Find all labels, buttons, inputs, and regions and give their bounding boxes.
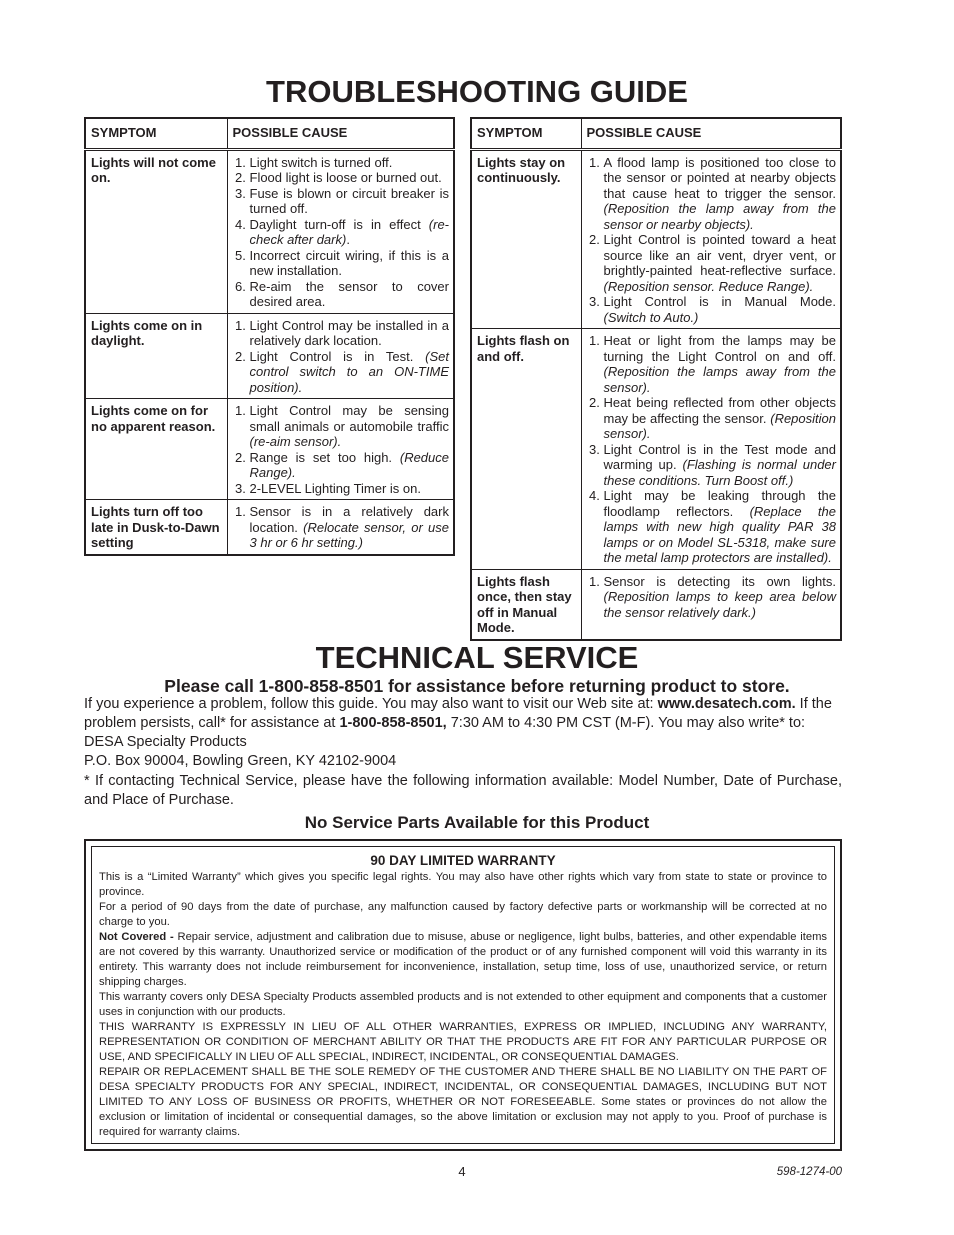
cause-text: Re-aim the sensor to cover desired area. — [249, 278, 449, 309]
cause-item — [250, 481, 450, 497]
cause-list — [587, 333, 837, 566]
cause-item — [250, 450, 450, 481]
cause-list — [233, 504, 450, 551]
cause-list — [587, 574, 837, 621]
cause-list — [233, 155, 450, 310]
cause-text: Light Control may be sensing small animals or automobile traffic — [249, 403, 449, 434]
cause-item — [250, 170, 450, 186]
cause-text: Range is set too high. — [249, 449, 400, 465]
cause-item — [250, 186, 450, 217]
warranty-heading: 90 DAY LIMITED WARRANTY — [370, 853, 556, 868]
troubleshooting-title: TROUBLESHOOTING GUIDE — [266, 74, 688, 109]
warranty-paragraph-1: This is a “Limited Warranty” which gives you specific legal rights. You may also have other rights which vary from state to state or province to province. — [99, 871, 827, 898]
cause-cell — [227, 399, 454, 500]
cause-text: Sensor is detecting its own lights. — [603, 573, 836, 589]
cause-item — [604, 395, 837, 442]
warranty-paragraph-3 — [99, 930, 827, 990]
table-row — [85, 149, 454, 313]
contact-highlight: 1-800-858-8501, — [339, 715, 447, 731]
symptom-cell: Lights turn off too late in Dusk-to-Dawn setting — [85, 500, 227, 555]
cause-text: Heat or light from the lamps may be turning the Light Control on and off. — [603, 333, 836, 364]
cause-remedy: (Reposition sensor. Reduce Range). — [603, 278, 814, 294]
cause-text: Light switch is turned off. — [249, 154, 393, 170]
cause-remedy: (Relocate sensor, or use 3 hr or 6 hr setting.) — [249, 519, 449, 550]
contact-highlight: www.desatech.com. — [657, 696, 796, 712]
cause-item — [250, 318, 450, 349]
table-row — [471, 149, 841, 329]
cause-item — [250, 248, 450, 279]
cause-text: Fuse is blown or circuit breaker is turned off. — [249, 185, 449, 216]
table-row — [85, 500, 454, 555]
cause-cell — [227, 500, 454, 555]
cause-header: POSSIBLE CAUSE — [581, 118, 841, 149]
table-row — [471, 329, 841, 570]
cause-cell — [227, 313, 454, 399]
cause-text: 2-LEVEL Lighting Timer is on. — [249, 480, 421, 496]
address-line-2: P.O. Box 90004, Bowling Green, KY 42102-9004 — [84, 753, 397, 769]
warranty-paragraph-4: This warranty covers only DESA Specialty Products assembled products and is not extended to other equipment and components that a customer uses in conjunction with our products. — [99, 991, 827, 1018]
cause-item — [250, 217, 450, 248]
address-line-1: DESA Specialty Products — [84, 734, 247, 750]
cause-item — [250, 279, 450, 310]
cause-header: POSSIBLE CAUSE — [227, 118, 454, 149]
symptom-cell: Lights flash once, then stay off in Manual Mode. — [471, 569, 581, 640]
cause-remedy: (re-aim sensor). — [249, 434, 342, 449]
symptom-cell: Lights stay on continuously. — [471, 149, 581, 329]
service-paragraph — [84, 695, 842, 733]
cause-cell — [227, 149, 454, 313]
cause-remedy: (Replace the lamps with new high quality PAR 38 lamps or on Model SL-5318, make sure the metal lamp protectors are installed). — [603, 503, 836, 565]
symptom-cell: Lights will not come on. — [85, 149, 227, 313]
cause-remedy: (Reposition sensor). — [603, 410, 836, 441]
service-text: If you experience a problem, follow this guide. You may also want to visit our Web site at: — [84, 696, 658, 712]
cause-item — [604, 442, 837, 489]
cause-remedy: (Reduce Range). — [249, 449, 449, 480]
cause-text: Light Control is in Test. — [249, 348, 426, 364]
cause-text: Light Control is in the Test mode and warming up. — [603, 441, 836, 472]
cause-text: Light Control may be installed in a relatively dark location. — [249, 317, 449, 348]
cause-text: Light Control is in Manual Mode. — [603, 294, 836, 309]
cause-remedy: (Reposition the lamps away from the sensor). — [603, 364, 836, 395]
warranty-paragraph-6: REPAIR OR REPLACEMENT SHALL BE THE SOLE REMEDY OF THE CUSTOMER AND THERE SHALL BE NO LIABILITY ON THE PART OF DESA SPECIALTY PRODUCTS FOR ANY SPECIAL, INDIRECT, INCIDENTAL, OR CONSEQUENTIAL DAMAGES, INCLUDING BUT NOT LIMITED TO ANY LOSS OF BUSINESS OR PROFITS, WHETHER OR NOT FORESEEABLE. Some states or provinces do not allow the exclusion or limitation of incidental or consequential damages, so the above limitation or exclusion may not apply to you. Proof of purchase is required for warranty claims. — [99, 1066, 827, 1138]
no-parts-notice: No Service Parts Available for this Product — [304, 813, 650, 832]
cause-item — [604, 232, 837, 294]
cause-text: Sensor is in a relatively dark location. — [249, 504, 449, 535]
cause-item — [604, 574, 837, 621]
warranty-paragraph-2: For a period of 90 days from the date of purchase, any malfunction caused by factory defective parts or workmanship will be corrected at no charge to you. — [99, 901, 827, 928]
cause-item — [250, 403, 450, 450]
cause-cell — [581, 569, 841, 640]
symptom-cell: Lights come on for no apparent reason. — [85, 399, 227, 500]
cause-remedy: (re-check after dark) — [249, 216, 449, 247]
service-text: 7:30 AM to 4:30 PM CST (M-F). You may also write* to: — [446, 715, 806, 731]
troubleshooting-table-right — [470, 117, 842, 641]
not-covered-label: Not Covered - — [99, 931, 174, 943]
cause-cell — [581, 149, 841, 329]
cause-cell — [581, 329, 841, 570]
cause-list — [233, 403, 450, 496]
cause-item — [604, 333, 837, 395]
cause-remedy: (Set control switch to an ON-TIME position). — [249, 348, 449, 395]
cause-text: A flood lamp is positioned too close to the sensor or pointed at nearby objects that cause heat to trigger the sensor. — [603, 154, 836, 201]
troubleshooting-table-left — [84, 117, 455, 556]
service-text: If the problem persists, call* for assistance at — [84, 696, 832, 731]
cause-remedy: (Reposition the lamp away from the sensor or nearby objects). — [603, 201, 836, 232]
cause-item — [250, 504, 450, 551]
cause-item — [250, 349, 450, 396]
cause-item — [604, 155, 837, 233]
symptom-header: SYMPTOM — [471, 118, 581, 149]
warranty-inner-box — [91, 846, 835, 1144]
cause-text: . — [346, 232, 350, 247]
cause-item — [604, 294, 837, 325]
warranty-box — [84, 839, 842, 1151]
table-row — [471, 569, 841, 640]
cause-text: Light may be leaking through the floodlamp reflectors. — [603, 488, 836, 519]
cause-text: Light Control is pointed toward a heat source like an air vent, dryer vent, or brightly-painted heat-reflective surface. — [603, 232, 836, 278]
cause-remedy: (Flashing is normal under these conditions. Turn Boost off.) — [603, 457, 836, 488]
symptom-header: SYMPTOM — [85, 118, 227, 149]
warranty-paragraph-5: THIS WARRANTY IS EXPRESSLY IN LIEU OF ALL OTHER WARRANTIES, EXPRESS OR IMPLIED, INCLUDING ANY WARRANTY, REPRESENTATION OR CONDITION OF MERCHANT ABILITY OR THAT THE PRODUCTS ARE FIT FOR ANY PARTICULAR PURPOSE OR USE, AND SPECIFICALLY IN LIEU OF ALL SPECIAL, INDIRECT, INCIDENTAL, OR CONSEQUENTIAL DAMAGES. — [99, 1021, 827, 1063]
table-row — [85, 399, 454, 500]
cause-list — [587, 155, 837, 326]
phone-callout: Please call 1-800-858-8501 for assistance before returning product to store. — [164, 676, 790, 696]
symptom-cell: Lights flash on and off. — [471, 329, 581, 570]
technical-service-title: TECHNICAL SERVICE — [315, 640, 639, 675]
cause-remedy: (Switch to Auto.) — [603, 309, 699, 325]
cause-text: Heat being reflected from other objects may be affecting the sensor. — [603, 395, 836, 426]
table-row — [85, 313, 454, 399]
cause-text: Flood light is loose or burned out. — [249, 170, 442, 185]
document-code: 598-1274-00 — [776, 1166, 842, 1178]
page-number: 4 — [458, 1164, 466, 1179]
cause-text: Incorrect circuit wiring, if this is a new installation. — [249, 247, 449, 278]
service-note: * If contacting Technical Service, please have the following information available: Model Number, Date of Purchase, and Place of Purchase. — [84, 773, 842, 808]
cause-item — [250, 155, 450, 171]
cause-text: Daylight turn-off is in effect — [249, 216, 429, 232]
symptom-cell: Lights come on in daylight. — [85, 313, 227, 399]
cause-list — [233, 318, 450, 396]
cause-item — [604, 488, 837, 566]
not-covered-text: Repair service, adjustment and calibration due to misuse, abuse or negligence, light bulbs, batteries, and other expendable items are not covered by this warranty. Unauthorized service or modification of the product or of any furnished component will void this warranty in its entirety. This warranty does not include reimbursement for inconvenience, installation, setup time, loss of use, unauthorized service, or return shipping charges. — [99, 931, 827, 988]
cause-remedy: (Reposition lamps to keep area below the sensor relatively dark.) — [603, 589, 836, 620]
